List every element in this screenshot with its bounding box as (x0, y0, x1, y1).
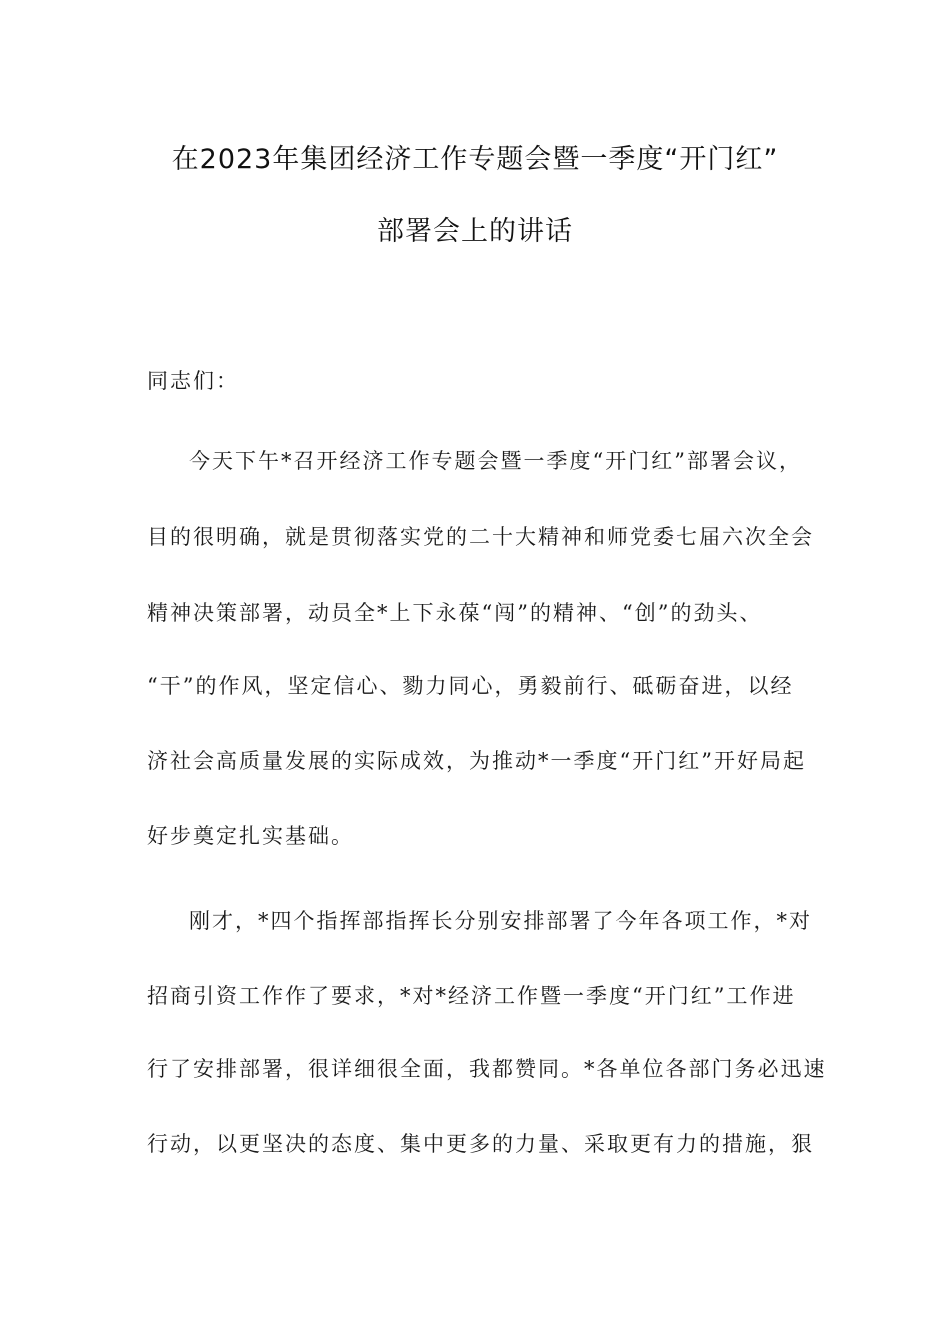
paragraph-line: 行动，以更坚决的态度、集中更多的力量、采取更有力的措施，狠 (147, 1132, 814, 1156)
paragraph-line: 刚才，*四个指挥部指挥长分别安排部署了今年各项工作，*对 (189, 909, 812, 933)
paragraph-line: 精神决策部署，动员全*上下永葆“闯”的精神、“创”的劲头、 (147, 601, 763, 625)
paragraph-line: “干”的作风，坚定信心、勠力同心，勇毅前行、砥砺奋进，以经 (147, 674, 794, 698)
paragraph-line: 招商引资工作作了要求，*对*经济工作暨一季度“开门红”工作进 (147, 984, 796, 1008)
paragraph-line: 目的很明确，就是贯彻落实党的二十大精神和师党委七届六次全会 (147, 525, 814, 549)
paragraph-line: 行了安排部署，很详细很全面，我都赞同。*各单位各部门务必迅速 (147, 1057, 827, 1081)
paragraph-line: 好步奠定扎实基础。 (147, 824, 354, 848)
paragraph-line: 济社会高质量发展的实际成效，为推动*一季度“开门红”开好局起 (147, 749, 806, 773)
salutation: 同志们： (147, 369, 239, 393)
paragraph-line: 今天下午*召开经济工作专题会暨一季度“开门红”部署会议， (189, 449, 802, 473)
document-title-line-2: 部署会上的讲话 (377, 216, 573, 247)
document-title-line-1: 在2023年集团经济工作专题会暨一季度“开门红” (171, 144, 779, 175)
